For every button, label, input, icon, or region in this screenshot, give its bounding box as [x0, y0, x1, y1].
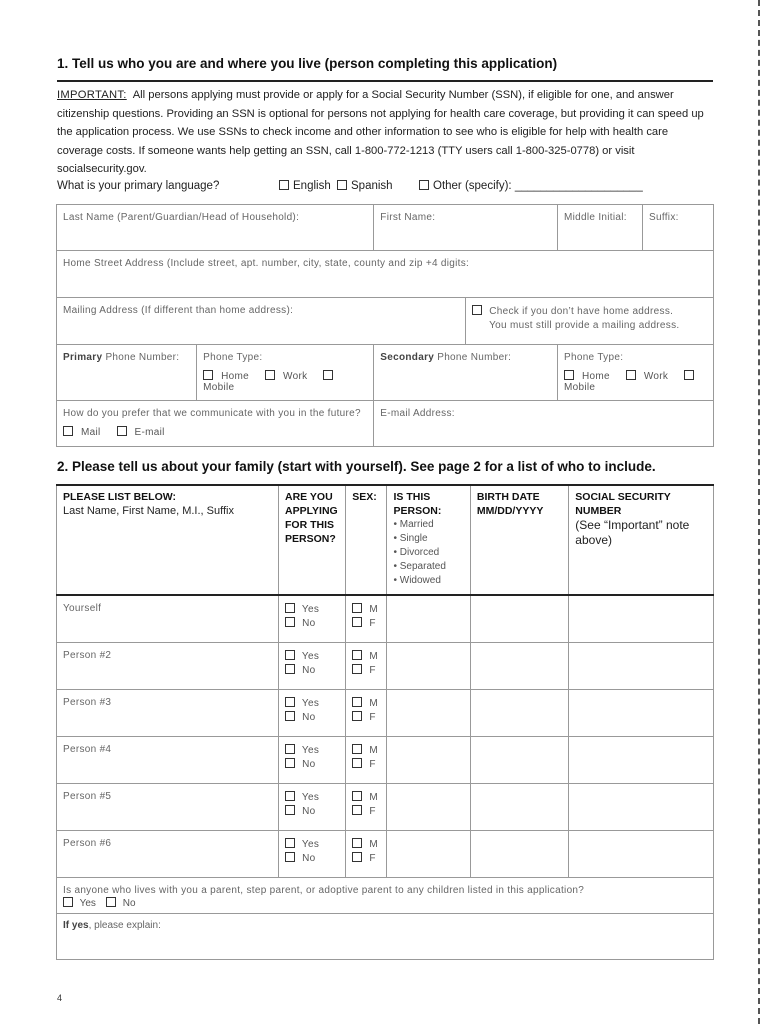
table-row [57, 689, 714, 736]
primary-phone-type: Phone Type: Home WorkMobile [197, 345, 374, 401]
home-address-field[interactable]: Home Street Address (Include street, apt. number, city, state, county and zip +4 digits: [57, 251, 714, 298]
header-birth-date: BIRTH DATE MM/DD/YYYY [470, 485, 568, 595]
primary-phone-field[interactable]: Primary Phone Number: [57, 345, 197, 401]
secondary-phone-type: Phone Type: Home WorkMobile [558, 345, 714, 401]
parent-no[interactable]: No [106, 898, 136, 909]
email-address-field[interactable]: E-mail Address: [374, 401, 714, 447]
important-notice [57, 86, 717, 179]
table-row [57, 642, 714, 689]
table-row [57, 830, 714, 877]
middle-initial-field[interactable]: Middle Initial: [558, 205, 643, 251]
marital-cell[interactable] [387, 595, 470, 642]
table-row [57, 736, 714, 783]
sex-cell: M F [346, 595, 387, 642]
mailing-address-field[interactable]: Mailing Address (If different than home address): [57, 298, 466, 345]
header-applying: ARE YOU APPLYING FOR THIS PERSON? [279, 485, 346, 595]
parent-question: Is anyone who lives with you a parent, step parent, or adoptive parent to any children listed in this application? [63, 884, 585, 896]
section-1-rule [57, 80, 713, 82]
communication-preference: How do you prefer that we communicate with you in the future? Mail E-mail [57, 401, 374, 447]
name-cell[interactable]: Person #4 [57, 736, 279, 783]
checkbox[interactable] [279, 180, 289, 190]
ssn-cell[interactable] [569, 689, 714, 736]
marital-cell[interactable] [387, 830, 470, 877]
language-other[interactable]: Other (specify): ____________________ [419, 180, 643, 192]
first-name-field[interactable]: First Name: [374, 205, 558, 251]
header-sex: SEX: [346, 485, 387, 595]
important-text: All persons applying must provide or apply for a Social Security Number (SSN), if eligible for one, and answer citizenship questions. Providing an SSN is optional for persons not applying for health care coverage, but providing it can speed up the application process. We use SSNs to check income and other information to see who is eligible for help with health care coverage costs. If someone wants help getting an SSN, call 1-800-772-1213 (TTY users call 1-800-325-0778) or visit socialsecurity.gov. [57, 89, 704, 175]
ssn-cell[interactable] [569, 595, 714, 642]
language-spanish[interactable]: Spanish [337, 180, 393, 192]
applying-cell: Yes No [279, 830, 346, 877]
checkbox[interactable] [419, 180, 429, 190]
name-cell[interactable]: Person #2 [57, 642, 279, 689]
table-row [57, 595, 714, 642]
marital-cell[interactable] [387, 736, 470, 783]
applicant-info-table [56, 204, 714, 447]
page-number: 4 [57, 993, 63, 1003]
important-label: IMPORTANT: [57, 89, 127, 101]
section-1-title: 1. Tell us who you are and where you live (person completing this application) [57, 56, 558, 71]
family-table [56, 484, 714, 960]
ssn-cell[interactable] [569, 783, 714, 830]
sex-cell: M F [346, 689, 387, 736]
header-ssn: SOCIAL SECURITY NUMBER (See “Important” note above) [569, 485, 714, 595]
section-2-title: 2. Please tell us about your family (start with yourself). See page 2 for a list of who to include. [57, 459, 656, 474]
applying-cell: Yes No [279, 736, 346, 783]
sex-cell: M F [346, 642, 387, 689]
name-cell[interactable]: Person #5 [57, 783, 279, 830]
applying-cell: Yes No [279, 595, 346, 642]
header-marital: IS THIS PERSON: • Married • Single • Divorced • Separated • Widowed [387, 485, 470, 595]
marital-cell[interactable] [387, 642, 470, 689]
suffix-field[interactable]: Suffix: [643, 205, 714, 251]
ssn-cell[interactable] [569, 642, 714, 689]
birth-date-cell[interactable] [470, 830, 568, 877]
sex-cell: M F [346, 783, 387, 830]
ssn-cell[interactable] [569, 736, 714, 783]
marital-cell[interactable] [387, 783, 470, 830]
birth-date-cell[interactable] [470, 595, 568, 642]
birth-date-cell[interactable] [470, 642, 568, 689]
checkbox[interactable] [472, 305, 482, 315]
mail-option[interactable]: Mail [63, 427, 109, 438]
name-cell[interactable]: Person #3 [57, 689, 279, 736]
ssn-cell[interactable] [569, 830, 714, 877]
name-cell[interactable]: Person #6 [57, 830, 279, 877]
parent-question-cell [57, 877, 714, 959]
table-row [57, 783, 714, 830]
page-edge-dashes [758, 0, 760, 1024]
last-name-field[interactable]: Last Name (Parent/Guardian/Head of Household): [57, 205, 374, 251]
name-cell[interactable]: Yourself [57, 595, 279, 642]
header-list: PLEASE LIST BELOW: Last Name, First Name, M.I., Suffix [57, 485, 279, 595]
applying-cell: Yes No [279, 783, 346, 830]
birth-date-cell[interactable] [470, 736, 568, 783]
language-english[interactable]: English [279, 180, 331, 192]
birth-date-cell[interactable] [470, 783, 568, 830]
birth-date-cell[interactable] [470, 689, 568, 736]
no-home-address-check[interactable]: Check if you don’t have home address. You must still provide a mailing address. [466, 298, 714, 345]
sex-cell: M F [346, 736, 387, 783]
language-question: What is your primary language? [57, 180, 220, 192]
explain-field[interactable]: If yes, please explain: [57, 913, 713, 937]
applying-cell: Yes No [279, 642, 346, 689]
sex-cell: M F [346, 830, 387, 877]
email-option[interactable]: E-mail [117, 427, 173, 438]
other-specify-line: ____________________ [514, 180, 643, 192]
marital-cell[interactable] [387, 689, 470, 736]
checkbox[interactable] [337, 180, 347, 190]
parent-yes[interactable]: Yes [63, 898, 96, 909]
applying-cell: Yes No [279, 689, 346, 736]
secondary-phone-field[interactable]: Secondary Phone Number: [374, 345, 558, 401]
